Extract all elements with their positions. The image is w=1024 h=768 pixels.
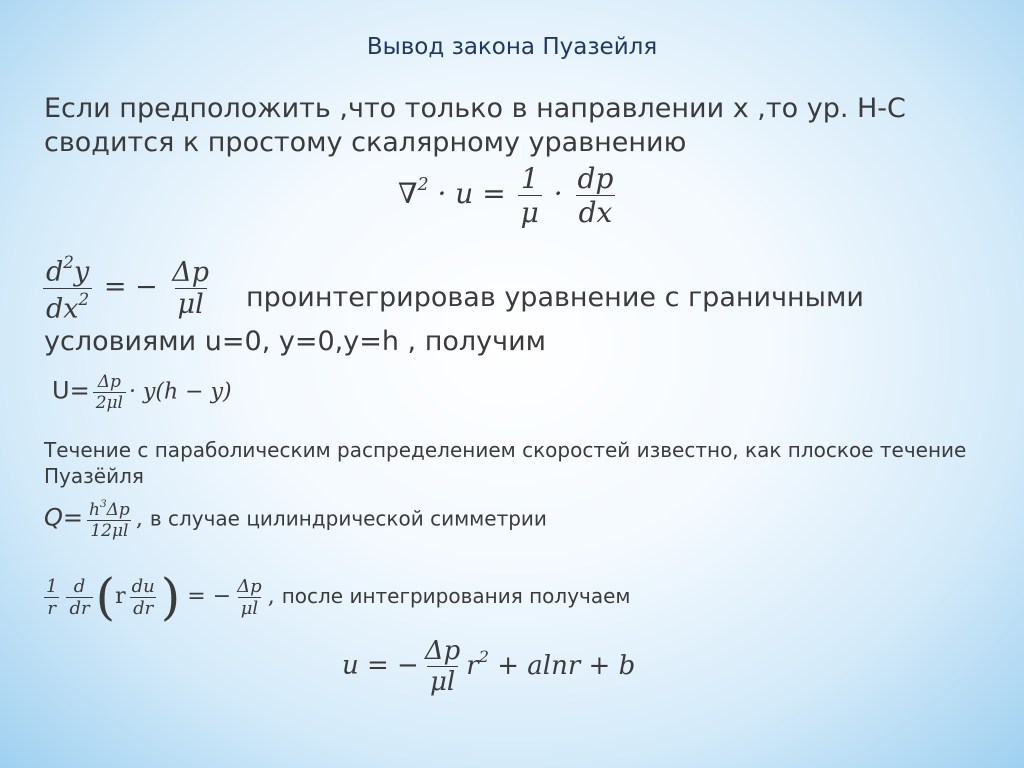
poiseuille-paragraph: Течение с параболическим распределением скоростей известно, как плоское течение Пуазёйля	[44, 438, 967, 488]
slide-title: Вывод закона Пуазейля	[366, 34, 658, 60]
u-label: U=	[52, 376, 90, 405]
velocity-profile-equation: U= $\frac{\Delta p}{2\mu l}$ · y(h − y)	[52, 372, 232, 413]
radial-equation: $\frac{1}{r}$ $\frac{d}{dr}$ (r $\frac{du}{dr}$ ) = − $\frac{\Delta p}{\mu l}$ , после интегрирования получаем	[46, 568, 631, 626]
cylindrical-text: в случае цилиндрической симметрии	[149, 506, 547, 531]
flow-rate-equation: Q= $\frac{h^3\Delta p}{12\mu l}$ , в случае цилиндрической симметрии	[44, 498, 547, 541]
integration-text: проинтегрировав уравнение с граничными	[246, 282, 864, 313]
navier-stokes-equation: ∇$^2$ · u = $\frac{1}{\mu}$ · $\frac{dp}{dx}$	[398, 162, 614, 229]
boundary-conditions-text: условиями u=0, y=0,y=h , получим	[44, 326, 546, 357]
q-label: Q=	[44, 503, 83, 532]
intro-text: Если предположить ,что только в направлении x ,то ур. Н-С сводится к простому скалярному уравнению	[44, 93, 906, 158]
after-integration-text: после интегрирования получаем	[281, 584, 631, 608]
second-derivative-equation: $\frac{d^2y}{dx^2}$ = − $\frac{\Delta p}{\mu l}$	[40, 252, 215, 324]
final-solution-equation: u = − $\frac{\Delta p}{\mu l}$ $r^2 + alnr + b$	[342, 636, 636, 697]
